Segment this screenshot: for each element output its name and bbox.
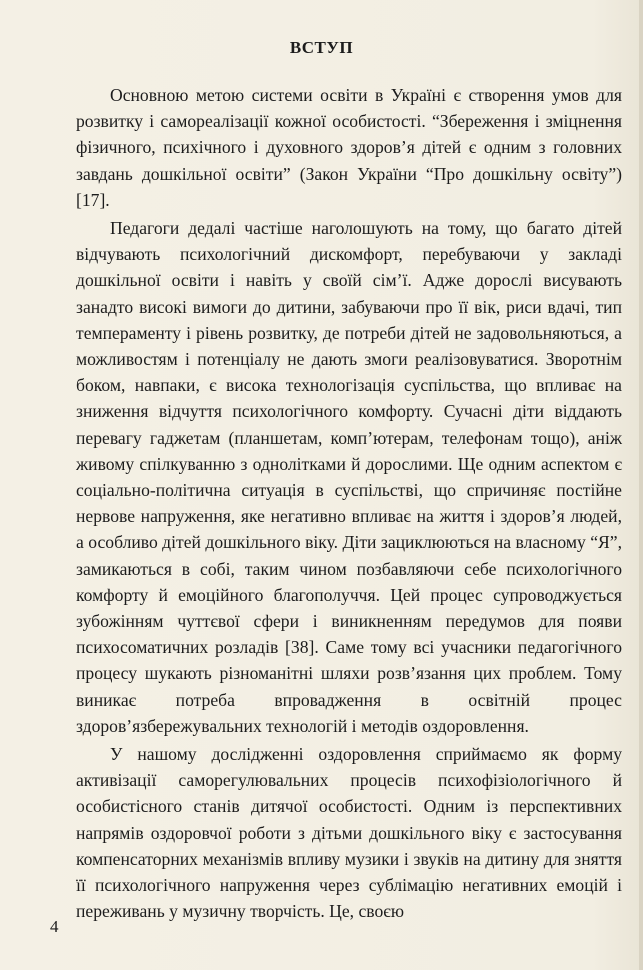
page-edge — [639, 0, 643, 970]
page-number: 4 — [50, 917, 59, 936]
section-title: ВСТУП — [289, 38, 354, 57]
body-text — [76, 82, 622, 927]
paragraph-1: Основною метою системи освіти в Україні є створення умов для розвитку і самореалізації кожної особистості. “Збереження і зміцнення фізичного, психічного і духовного здоров’я дітей є одним з головних завдань дошкільної освіти” (Закон України “Про дошкільну освіту”) [17]. — [76, 85, 622, 210]
paragraph-3: У нашому дослідженні оздоровлення сприймаємо як форму активізації саморегулювальних процесів психофізіологічного й особистісного станів дитячої особистості. Одним із перспективних напрямів оздоровчої роботи з дітьми дошкільного віку є застосування компенсаторних механізмів впливу музики і звуків на дитину для зняття її психологічного напруження через сублімацію негативних емоцій і переживань у музичну творчість. Це, своєю — [76, 744, 622, 922]
paragraph-2: Педагоги дедалі частіше наголошують на тому, що багато дітей відчувають психологічний дискомфорт, перебуваючи у закладі дошкільної освіти і навіть у своїй сім’ї. Адже дорослі висувають занадто високі вимоги до дитини, забуваючи про її вік, риси вдачі, тип темпераменту і рівень розвитку, де потреби дітей не задовольняються, а можливостям і потенціалу не дають змоги реалізовуватися. Зворотнім боком, навпаки, є висока технологізація суспільства, що впливає на зниження відчуття психологічного комфорту. Сучасні діти віддають перевагу гаджетам (планшетам, комп’ютерам, телефонам тощо), аніж живому спілкуванню з однолітками й дорослими. Ще одним аспектом є соціально-політична ситуація в суспільстві, що спричиняє постійне нервове напруження, яке негативно впливає на життя і здоров’я людей, а особливо дітей дошкільного віку. Діти зациклюються на власному “Я”, замикаються в собі, таким чином позбавляючи себе психологічного комфорту й емоційного благополуччя. Цей процес супроводжується зубожінням чуттєвої сфери і виникненням передумов для появи психосоматичних розладів [38]. Саме тому всі учасники педагогічного процесу шукають різноманітні шляхи розв’язання цих проблем. Тому виникає потреба впровадження в освітній процес здоров’язбережувальних технологій і методів оздоровлення. — [76, 218, 622, 736]
